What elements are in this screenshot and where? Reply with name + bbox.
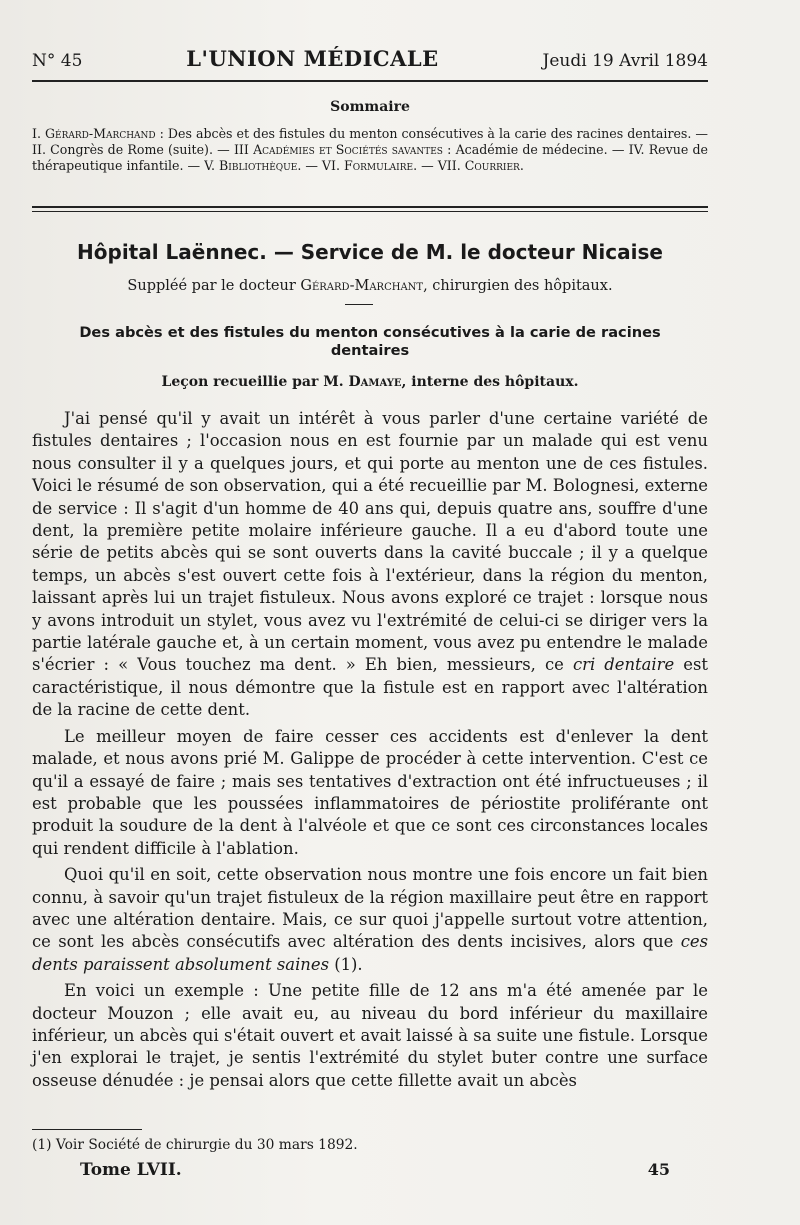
issue-number: N° 45 — [32, 51, 83, 71]
article-body — [32, 408, 708, 1094]
tome-label: Tome LVII. — [80, 1160, 182, 1180]
paragraph-2: Le meilleur moyen de faire cesser ces accidents est d'enlever la dent malade, et nous avons prié M. Galippe de procéder à cette intervention. C'est ce qu'il a essayé de faire ; mais ses tentatives d'extraction ont été infructueuses ; il est probable que les poussées inflammatoires de périostite proliférante ont produit la soudure de la dent à l'alvéole et que ce sont ces circonstances locales qui rendent difficile à l'ablation. — [32, 726, 708, 858]
sommaire-rule-top — [32, 206, 708, 208]
page-footer — [80, 1160, 670, 1180]
footnote: (1) Voir Société de chirurgie du 30 mars 1892. — [32, 1137, 358, 1153]
sommaire-rule-bottom — [32, 211, 708, 212]
article-title: Des abcès et des fistules du menton consécutives à la carie de racines dentaires — [79, 324, 661, 359]
sommaire-item: V. Bibliothèque. — — [204, 158, 322, 173]
supplement-line: Suppléé par le docteur Gérard-Marchant, chirurgien des hôpitaux. — [127, 278, 613, 294]
sommaire-item: VI. Formulaire. — — [321, 158, 438, 173]
journal-title: L'UNION MÉDICALE — [186, 46, 439, 71]
page-number: 45 — [647, 1160, 670, 1179]
sommaire-title: Sommaire — [330, 99, 410, 115]
page-header — [32, 46, 708, 76]
sommaire-list — [32, 126, 708, 174]
paragraph-4: En voici un exemple : Une petite fille de 12 ans m'a été amenée par le docteur Mouzon ; elle avait eu, au niveau du bord inférieur du maxillaire inférieur, un abcès qui s'était ouvert et avait laissé à sa suite une fistule. Lorsque j'en explorai le trajet, je sentis l'extrémité du stylet buter contre une surface osseuse dénudée : je pensai alors que cette fillette avait un abcès — [32, 981, 709, 1090]
hospital-heading: Hôpital Laënnec. — Service de M. le docteur Nicaise — [77, 240, 663, 264]
header-rule — [32, 80, 708, 82]
footnote-rule — [32, 1129, 142, 1130]
sommaire-item: IV. Revue de thérapeutique infantile. — — [32, 142, 709, 173]
lecon-byline: Leçon recueillie par M. Damaye, interne des hôpitaux. — [161, 374, 579, 390]
paragraph-1: J'ai pensé qu'il y avait un intérêt à vous parler d'une certaine variété de fistules dentaires ; l'occasion nous en est fournie par un malade qui est venu nous consulter il y a quelques jours, et qui porte au menton une de ces fistules. Voici le résumé de son observation, qui a été recueillie par M. Bolognesi, externe de service : Il s'agit d'un homme de 40 ans qui, depuis quatre ans, souffre d'une dent, la première petite molaire inférieure gauche. Il a eu d'abord toute une série de petits abcès qui se sont ouverts dans la cavité buccale ; il y a quelque temps, un abcès s'est ouvert cette fois à l'extérieur, dans la région du menton, laissant après lui un trajet fistuleux. Nous avons exploré ce trajet : lorsque nous y avons introduit un stylet, vous avez vu l'extrémité de celui-ci se diriger vers la partie latérale gauche et, à un certain moment, vous avez pu entendre le malade s'écrier : « Vous touchez ma dent. » Eh bien, messieurs, ce cri dentaire est caractéristique, il nous démontre que la fistule est en rapport avec l'altération de la racine de cette dent. — [32, 409, 708, 720]
sommaire-item: VII. Courrier. — [437, 158, 524, 173]
issue-date: Jeudi 19 Avril 1894 — [542, 51, 708, 71]
sommaire-item: I. Gérard-Marchand : Des abcès et des fistules du menton consécutives à la carie des racines dentaires. — — [32, 126, 708, 141]
section-divider — [345, 304, 373, 305]
sommaire-item: II. Congrès de Rome (suite). — — [32, 142, 234, 157]
sommaire-item: III Académies et Sociétés savantes : Académie de médecine. — — [233, 142, 629, 157]
paragraph-3: Quoi qu'il en soit, cette observation nous montre une fois encore un fait bien connu, à savoir qu'un trajet fistuleux de la région maxillaire peut être en rapport avec une altération dentaire. Mais, ce sur quoi j'appelle surtout votre attention, ce sont les abcès consécutifs avec altération des dents incisives, alors que ces dents paraissent absolument saines (1). — [32, 865, 708, 974]
